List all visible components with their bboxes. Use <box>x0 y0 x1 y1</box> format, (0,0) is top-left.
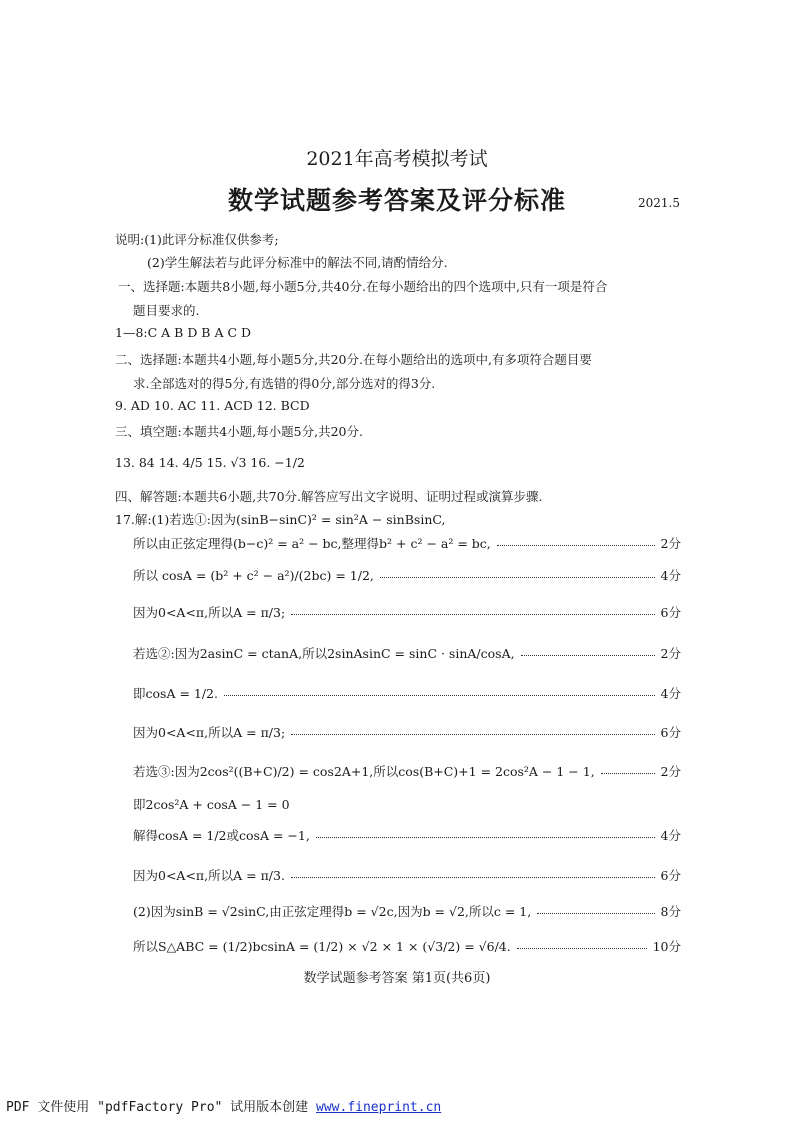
step-text: 即cosA = 1/2. <box>133 686 218 701</box>
section2-answers: 9. AD 10. AC 11. ACD 12. BCD <box>115 398 310 413</box>
solution-step <box>133 902 681 920</box>
step-score: 2分 <box>660 536 681 551</box>
fineprint-link[interactable]: www.fineprint.cn <box>316 1100 442 1115</box>
step-score: 6分 <box>660 605 681 620</box>
section2-heading-line2: 求.全部选对的得5分,有选错的得0分,部分选对的得3分. <box>133 376 436 391</box>
solution17-intro: 17.解:(1)若选①:因为(sinB−sinC)² = sin²A − sinBsinC, <box>115 512 446 527</box>
pdf-creator-note <box>6 1096 441 1115</box>
note-1: 说明:(1)此评分标准仅供参考; <box>115 232 279 247</box>
dot-leader <box>521 655 655 656</box>
pdf-note-text: PDF 文件使用 "pdfFactory Pro" 试用版本创建 <box>6 1100 317 1115</box>
step-score: 8分 <box>660 904 681 919</box>
solution-step <box>133 566 681 584</box>
document-date: 2021.5 <box>638 196 680 210</box>
dot-leader <box>316 837 655 838</box>
step-text: (2)因为sinB = √2sinC,由正弦定理得b = √2c,因为b = √2,所以c = 1, <box>133 904 532 919</box>
solution-step <box>133 603 681 621</box>
solution-step <box>133 866 681 884</box>
step-text: 若选③:因为2cos²((B+C)/2) = cos2A+1,所以cos(B+C)+1 = 2cos²A − 1 − 1, <box>133 764 595 779</box>
step-score: 4分 <box>660 568 681 583</box>
step-text: 因为0<A<π,所以A = π/3. <box>133 868 285 883</box>
section4-heading: 四、解答题:本题共6小题,共70分.解答应写出文字说明、证明过程或演算步骤. <box>115 489 543 504</box>
step-score: 4分 <box>660 828 681 843</box>
step-text: 即2cos²A + cosA − 1 = 0 <box>133 797 290 812</box>
section3-answers: 13. 84 14. 4/5 15. √3 16. −1/2 <box>115 455 305 470</box>
section3-heading: 三、填空题:本题共4小题,每小题5分,共20分. <box>115 424 363 439</box>
note-2: (2)学生解法若与此评分标准中的解法不同,请酌情给分. <box>147 255 448 270</box>
solution-step <box>133 644 681 662</box>
dot-leader <box>497 545 655 546</box>
solution-step <box>133 534 681 552</box>
step-text: 所以S△ABC = (1/2)bcsinA = (1/2) × √2 × 1 × (√3/2) = √6/4. <box>133 939 511 954</box>
exam-title: 2021年高考模拟考试 <box>306 148 488 170</box>
dot-leader <box>291 877 655 878</box>
step-score: 6分 <box>660 868 681 883</box>
section1-heading-line2: 题目要求的. <box>133 303 200 318</box>
step-score: 2分 <box>660 764 681 779</box>
solution-step <box>133 937 681 955</box>
solution-step <box>133 684 681 702</box>
dot-leader <box>537 913 654 914</box>
solution-step <box>133 723 681 741</box>
step-score: 10分 <box>652 939 681 954</box>
solution-step <box>133 826 681 844</box>
dot-leader <box>601 773 655 774</box>
dot-leader <box>517 948 647 949</box>
step-text: 所以由正弦定理得(b−c)² = a² − bc,整理得b² + c² − a² = bc, <box>133 536 491 551</box>
step-text: 所以 cosA = (b² + c² − a²)/(2bc) = 1/2, <box>133 568 374 583</box>
document-subtitle: 数学试题参考答案及评分标准 <box>227 186 566 215</box>
solution-step <box>133 762 681 780</box>
step-score: 6分 <box>660 725 681 740</box>
dot-leader <box>224 695 655 696</box>
dot-leader <box>291 614 654 615</box>
section2-heading-line1: 二、选择题:本题共4小题,每小题5分,共20分.在每小题给出的选项中,有多项符合题目要 <box>115 352 592 367</box>
step-text: 因为0<A<π,所以A = π/3; <box>133 605 286 620</box>
dot-leader <box>380 577 655 578</box>
step-text: 若选②:因为2asinC = ctanA,所以2sinAsinC = sinC · sinA/cosA, <box>133 646 515 661</box>
step-score: 2分 <box>660 646 681 661</box>
page-footer: 数学试题参考答案 第1页(共6页) <box>303 971 491 986</box>
step-score: 4分 <box>660 686 681 701</box>
section1-heading-line1: 一、选择题:本题共8小题,每小题5分,共40分.在每小题给出的四个选项中,只有一项是符合 <box>118 279 608 294</box>
step-text: 解得cosA = 1/2或cosA = −1, <box>133 828 310 843</box>
section1-answers: 1—8:C A B D B A C D <box>115 325 252 340</box>
step-text: 因为0<A<π,所以A = π/3; <box>133 725 286 740</box>
dot-leader <box>291 734 654 735</box>
